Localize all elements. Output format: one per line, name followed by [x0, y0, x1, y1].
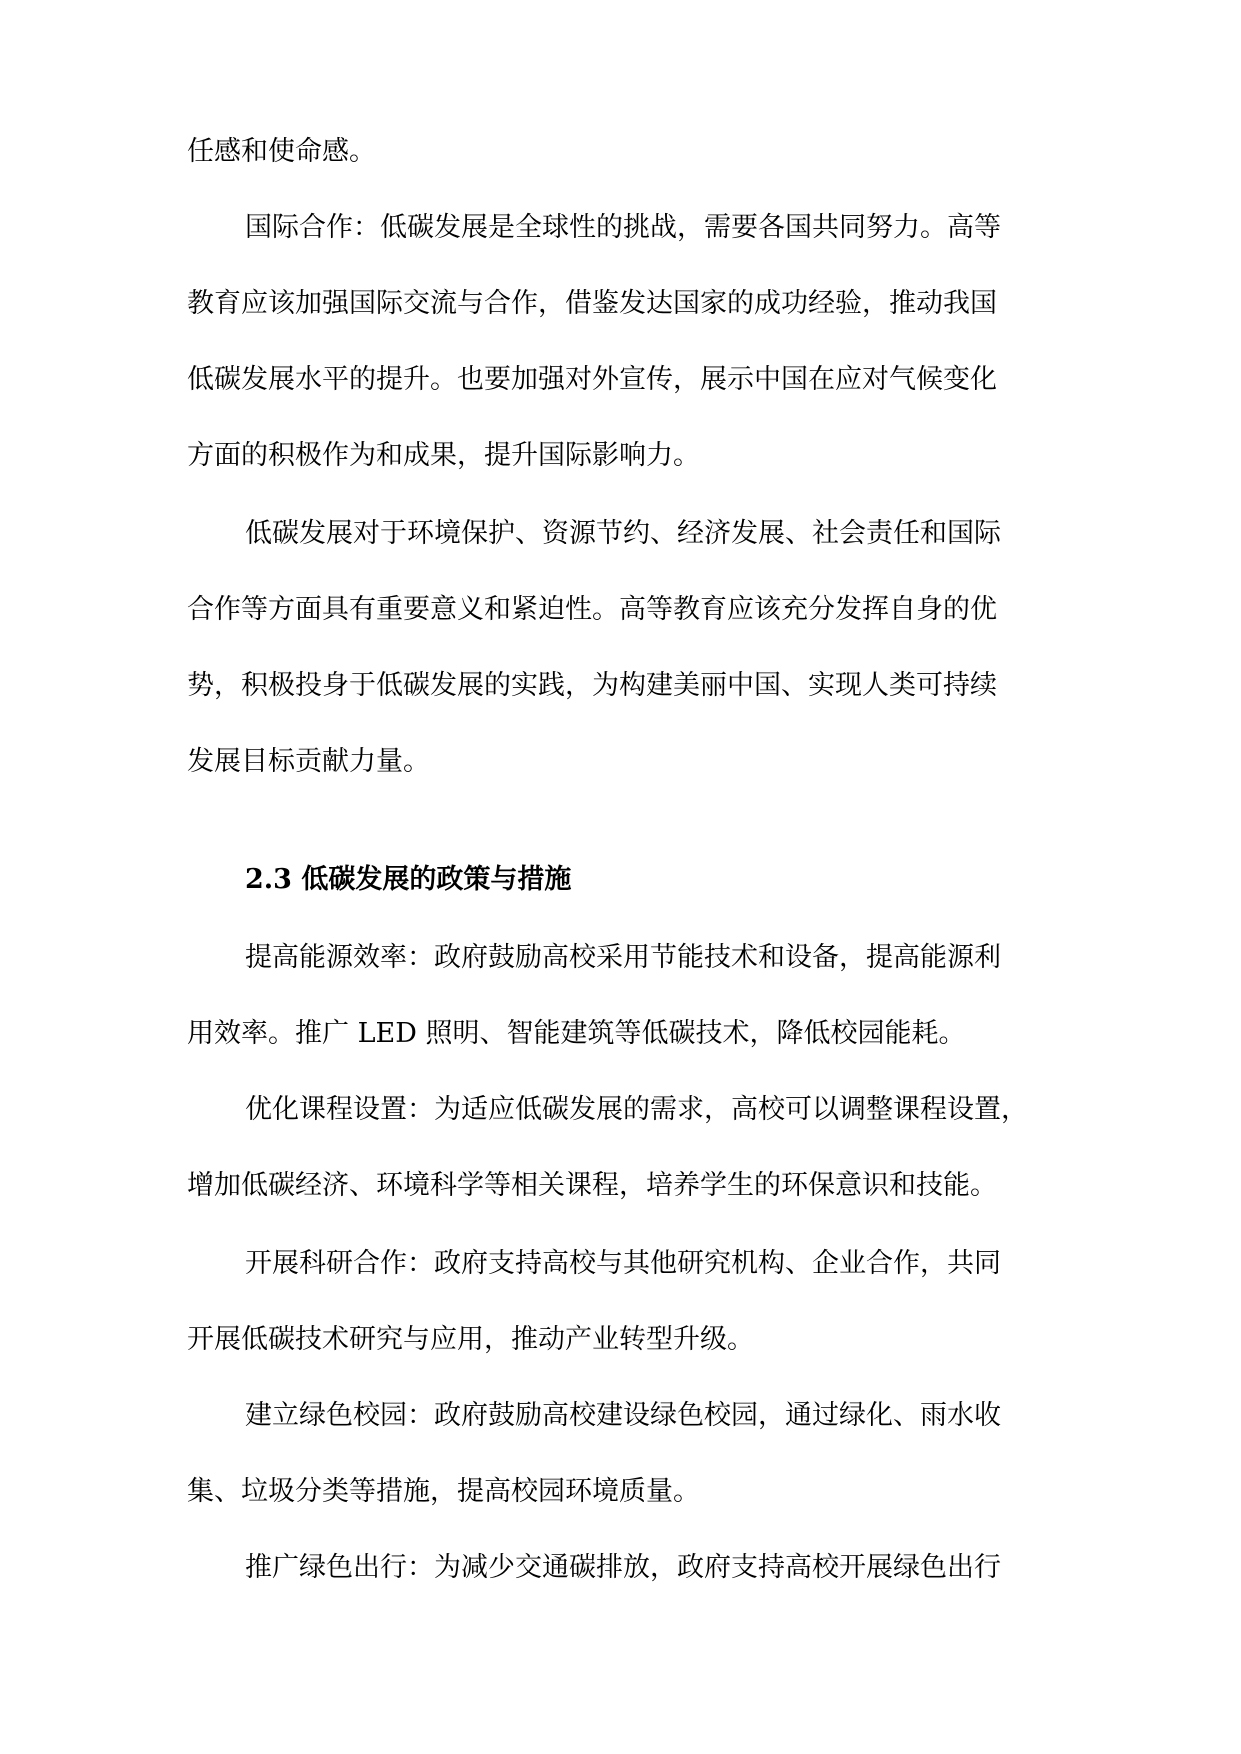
paragraph-line: 教育应该加强国际交流与合作，借鉴发达国家的成功经验，推动我国: [187, 288, 997, 319]
paragraph-line: 合作等方面具有重要意义和紧迫性。高等教育应该充分发挥自身的优: [187, 594, 997, 625]
paragraph-line: 用效率。推广 LED 照明、智能建筑等低碳技术，降低校园能耗。: [187, 1018, 966, 1049]
paragraph-line: 优化课程设置：为适应低碳发展的需求，高校可以调整课程设置，: [245, 1094, 1028, 1125]
paragraph-line: 建立绿色校园：政府鼓励高校建设绿色校园，通过绿化、雨水收: [245, 1400, 1001, 1431]
paragraph-line: 开展低碳技术研究与应用，推动产业转型升级。: [187, 1324, 754, 1355]
paragraph-line: 推广绿色出行：为减少交通碳排放，政府支持高校开展绿色出行: [245, 1552, 1001, 1583]
paragraph-line: 集、垃圾分类等措施，提高校园环境质量。: [187, 1476, 700, 1507]
paragraph-line: 低碳发展对于环境保护、资源节约、经济发展、社会责任和国际: [245, 518, 1001, 549]
continuation-line: 任感和使命感。: [187, 136, 376, 167]
section-heading: 2.3 低碳发展的政策与措施: [245, 864, 572, 895]
paragraph-line: 国际合作：低碳发展是全球性的挑战，需要各国共同努力。高等: [245, 212, 1001, 243]
paragraph-line: 发展目标贡献力量。: [187, 746, 430, 777]
paragraph-line: 增加低碳经济、环境科学等相关课程，培养学生的环保意识和技能。: [187, 1170, 997, 1201]
paragraph-line: 提高能源效率：政府鼓励高校采用节能技术和设备，提高能源利: [245, 942, 1001, 973]
paragraph-line: 势，积极投身于低碳发展的实践，为构建美丽中国、实现人类可持续: [187, 670, 997, 701]
paragraph-line: 开展科研合作：政府支持高校与其他研究机构、企业合作，共同: [245, 1248, 1001, 1279]
paragraph-line: 低碳发展水平的提升。也要加强对外宣传，展示中国在应对气候变化: [187, 364, 997, 395]
paragraph-line: 方面的积极作为和成果，提升国际影响力。: [187, 440, 700, 471]
